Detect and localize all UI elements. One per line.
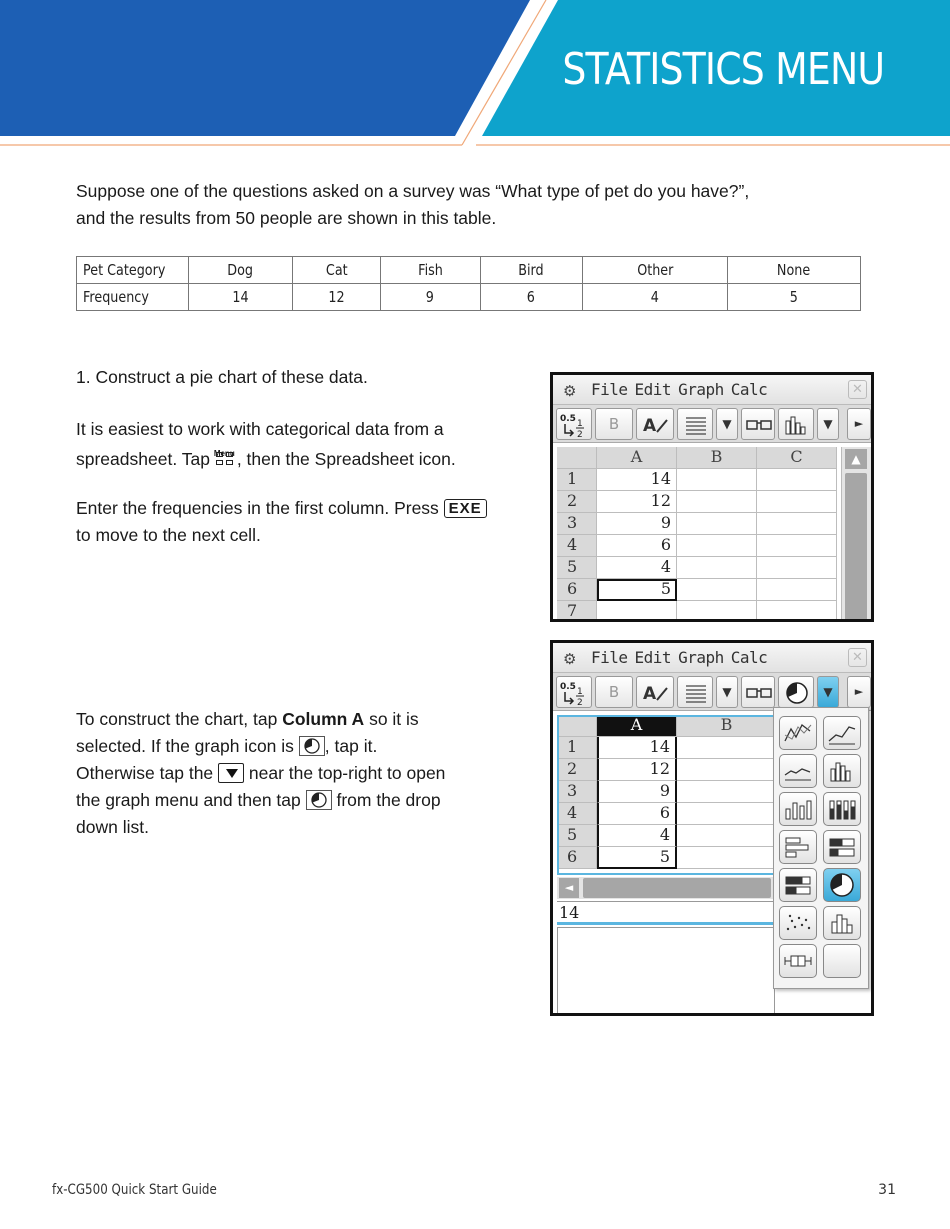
table-row-header: Frequency	[77, 284, 189, 311]
histogram-alt-icon[interactable]	[823, 906, 861, 940]
text-style-button[interactable]	[636, 676, 674, 708]
toolbar-scroll-right-button[interactable]: ►	[847, 676, 871, 708]
menu-bar	[553, 375, 871, 405]
svg-text:2: 2	[577, 430, 583, 440]
menu-file[interactable]: File	[591, 380, 628, 399]
graph-dropdown-button[interactable]: ▼	[817, 676, 839, 708]
calculator-screenshot-graph-menu	[550, 640, 874, 1016]
gear-icon[interactable]: ⚙	[563, 382, 577, 400]
cell-b6[interactable]	[677, 579, 757, 601]
intro-line: Suppose one of the questions asked on a survey was “What type of pet do you have?”,	[76, 181, 750, 201]
horizontal-scrollbar[interactable]	[557, 877, 775, 899]
entry-line[interactable]: 14	[557, 901, 775, 925]
pie-graph-icon	[299, 736, 325, 756]
exe-key-icon: EXE	[444, 499, 487, 518]
cell-b1[interactable]	[677, 737, 777, 759]
cell-b7[interactable]	[677, 601, 757, 622]
cell-a3[interactable]: 9	[597, 513, 677, 535]
align-dropdown-button[interactable]: ▼	[716, 676, 738, 708]
table-cell: 12	[292, 284, 380, 311]
menu-icon: Menu	[215, 443, 237, 469]
close-button[interactable]: ✕	[848, 380, 867, 399]
pie-graph-icon	[306, 790, 332, 810]
step2-line: the graph menu and then tap from the drop	[76, 790, 441, 810]
cell-a6[interactable]: 5	[597, 847, 677, 869]
step1-paragraph	[76, 416, 456, 473]
cell-a2[interactable]: 12	[597, 491, 677, 513]
table-row-frequencies	[77, 284, 861, 311]
table-row-categories	[77, 257, 861, 284]
svg-text:1: 1	[577, 687, 583, 697]
menu-file[interactable]: File	[591, 648, 628, 667]
cell-c1[interactable]	[757, 469, 837, 491]
menu-graph[interactable]: Graph	[678, 648, 724, 667]
cell-a1[interactable]: 14	[597, 469, 677, 491]
calculator-screenshot-spreadsheet	[550, 372, 874, 622]
svg-text:1: 1	[577, 419, 583, 429]
cell-a1[interactable]: 14	[597, 737, 677, 759]
table-cell: Cat	[292, 257, 380, 284]
menu-calc[interactable]: Calc	[730, 380, 768, 399]
dropdown-arrow-icon	[218, 763, 244, 783]
step2-line: Otherwise tap the near the top-right to open	[76, 763, 446, 783]
table-cell: 6	[480, 284, 583, 311]
bar-horizontal-icon[interactable]	[779, 830, 817, 864]
blank-icon[interactable]	[823, 944, 861, 978]
cell-b2[interactable]	[677, 759, 777, 781]
gear-icon[interactable]: ⚙	[563, 650, 577, 668]
view-button[interactable]	[741, 408, 775, 440]
align-button[interactable]	[677, 408, 713, 440]
table-cell: Bird	[480, 257, 583, 284]
cell-a4[interactable]: 6	[597, 535, 677, 557]
row-header[interactable]: 5	[557, 557, 597, 579]
graph-type-dropdown	[773, 707, 869, 989]
table-cell: None	[727, 257, 860, 284]
cell-a5[interactable]: 4	[597, 825, 677, 847]
corner-cell	[557, 715, 597, 737]
cell-b4[interactable]	[677, 535, 757, 557]
column-header-a[interactable]: A	[597, 447, 677, 469]
row-header[interactable]: 3	[557, 513, 597, 535]
menu-calc[interactable]: Calc	[730, 648, 768, 667]
toolbar-scroll-right-button[interactable]: ►	[847, 408, 871, 440]
table-row-header: Pet Category	[77, 257, 189, 284]
column-header-c[interactable]: C	[757, 447, 837, 469]
pie-graph-button[interactable]	[778, 676, 814, 708]
cell-a6-active[interactable]: 5	[597, 579, 677, 601]
fraction-toggle-button[interactable]	[556, 408, 592, 440]
cell-b3[interactable]	[677, 513, 757, 535]
menu-items	[591, 648, 774, 667]
menu-edit[interactable]: Edit	[634, 380, 672, 399]
svg-text:0.5: 0.5	[560, 682, 576, 692]
table-cell: 14	[189, 284, 293, 311]
menu-graph[interactable]: Graph	[678, 380, 724, 399]
svg-text:0.5: 0.5	[560, 414, 576, 424]
step1-line: Enter the frequencies in the first column. Press EXE	[76, 495, 487, 522]
view-button[interactable]	[741, 676, 775, 708]
cell-b1[interactable]	[677, 469, 757, 491]
scroll-left-button[interactable]: ◄	[559, 878, 579, 898]
bar-vertical-stacked-icon[interactable]	[823, 792, 861, 826]
row-header[interactable]: 6	[557, 579, 597, 601]
cell-c2[interactable]	[757, 491, 837, 513]
step2-line: down list.	[76, 817, 149, 837]
step1-line: spreadsheet. Tap Menu , then the Spreadsheet icon.	[76, 443, 456, 473]
table-cell: Fish	[380, 257, 480, 284]
broken-line-icon[interactable]	[823, 716, 861, 750]
intro-paragraph	[76, 178, 856, 232]
box-plot-icon[interactable]	[779, 944, 817, 978]
step1-line: to move to the next cell.	[76, 525, 261, 545]
table-cell: Dog	[189, 257, 293, 284]
cell-b4[interactable]	[677, 803, 777, 825]
row-header[interactable]: 1	[557, 737, 597, 759]
header-banner	[0, 0, 950, 150]
scroll-thumb[interactable]	[845, 473, 867, 622]
bar-vertical-icon[interactable]	[779, 792, 817, 826]
graph-area	[557, 927, 775, 1016]
menu-edit[interactable]: Edit	[634, 648, 672, 667]
cell-c5[interactable]	[757, 557, 837, 579]
fraction-toggle-button[interactable]	[556, 676, 592, 708]
cell-a4[interactable]: 6	[597, 803, 677, 825]
cell-c6[interactable]	[757, 579, 837, 601]
vertical-scrollbar[interactable]	[841, 447, 871, 622]
cell-b2[interactable]	[677, 491, 757, 513]
cell-b3[interactable]	[677, 781, 777, 803]
footer-guide-title: fx-CG500 Quick Start Guide	[52, 1182, 217, 1198]
corner-cell	[557, 447, 597, 469]
cell-a3[interactable]: 9	[597, 781, 677, 803]
cell-a7[interactable]	[597, 601, 677, 622]
page-number: 31	[878, 1182, 896, 1198]
close-button[interactable]: ✕	[848, 648, 867, 667]
scatter-icon[interactable]	[779, 906, 817, 940]
step2-line: To construct the chart, tap Column A so it is	[76, 709, 419, 729]
bar-horizontal-alt-icon[interactable]	[779, 868, 817, 902]
svg-text:2: 2	[577, 698, 583, 708]
cell-a2[interactable]: 12	[597, 759, 677, 781]
step1-heading: 1. Construct a pie chart of these data.	[76, 367, 368, 387]
column-header-b[interactable]: B	[677, 447, 757, 469]
line-small-icon[interactable]	[779, 754, 817, 788]
row-header[interactable]: 4	[557, 803, 597, 825]
table-cell: 4	[583, 284, 728, 311]
text-style-button[interactable]	[636, 408, 674, 440]
cell-b5[interactable]	[677, 825, 777, 847]
toolbar	[553, 405, 871, 443]
row-header[interactable]: 7	[557, 601, 597, 622]
cell-b6[interactable]	[677, 847, 777, 869]
column-header-b[interactable]: B	[677, 715, 777, 737]
cell-b5[interactable]	[677, 557, 757, 579]
step2-paragraph	[76, 706, 445, 841]
row-header[interactable]: 3	[557, 781, 597, 803]
histogram-icon[interactable]	[823, 754, 861, 788]
cell-c7[interactable]	[757, 601, 837, 622]
toolbar	[553, 673, 871, 711]
scroll-up-button[interactable]: ▲	[845, 449, 867, 469]
bold-button[interactable]: B	[595, 408, 633, 440]
align-dropdown-button[interactable]: ▼	[716, 408, 738, 440]
menu-bar	[553, 643, 871, 673]
row-header[interactable]: 6	[557, 847, 597, 869]
pie-chart-icon[interactable]	[823, 868, 861, 902]
step1-line: It is easiest to work with categorical data from a	[76, 419, 444, 439]
cell-c4[interactable]	[757, 535, 837, 557]
step1-paragraph-2	[76, 495, 487, 549]
line-graph-icon[interactable]	[779, 716, 817, 750]
column-header-a-selected[interactable]: A	[597, 715, 677, 737]
bar-graph-button[interactable]	[778, 408, 814, 440]
row-header[interactable]: 1	[557, 469, 597, 491]
row-header[interactable]: 2	[557, 759, 597, 781]
row-header[interactable]: 4	[557, 535, 597, 557]
cell-c3[interactable]	[757, 513, 837, 535]
menu-items	[591, 380, 774, 399]
graph-dropdown-button[interactable]: ▼	[817, 408, 839, 440]
table-cell: Other	[583, 257, 728, 284]
bar-horizontal-stacked-icon[interactable]	[823, 830, 861, 864]
frequency-table	[76, 256, 861, 311]
bold-button[interactable]: B	[595, 676, 633, 708]
align-button[interactable]	[677, 676, 713, 708]
svg-text:A: A	[643, 684, 657, 704]
scroll-thumb[interactable]	[583, 878, 771, 898]
row-header[interactable]: 5	[557, 825, 597, 847]
intro-line: and the results from 50 people are shown in this table.	[76, 208, 497, 228]
row-header[interactable]: 2	[557, 491, 597, 513]
table-cell: 5	[727, 284, 860, 311]
svg-text:A: A	[643, 416, 657, 436]
page-title: STATISTICS MENU	[562, 44, 884, 95]
step2-line: selected. If the graph icon is , tap it.	[76, 736, 378, 756]
table-cell: 9	[380, 284, 480, 311]
cell-a5[interactable]: 4	[597, 557, 677, 579]
